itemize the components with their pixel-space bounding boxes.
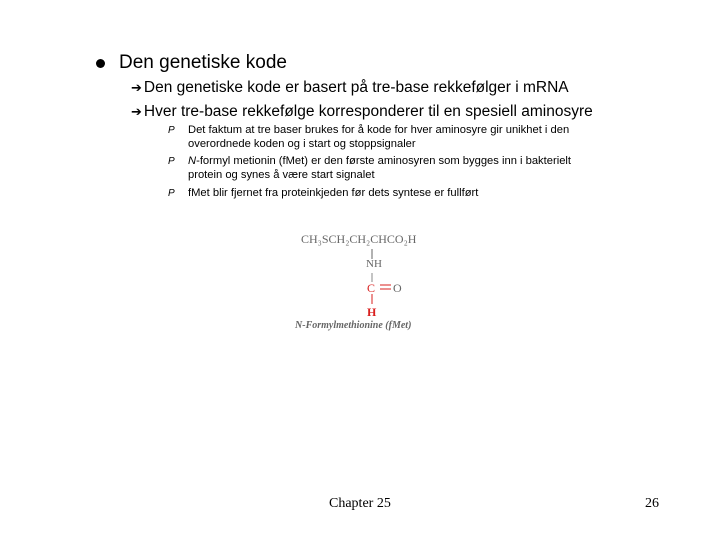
structure-caption (295, 320, 411, 331)
heading-item (96, 52, 287, 74)
footer-page-number: 26 (645, 496, 659, 511)
structure-formula: CH₃SCH₂CH₂CHCO₂H (301, 232, 417, 246)
point-text: Den genetiske kode er basert på tre-base rekkefølger i mRNA (143, 79, 569, 96)
subpoint-line: fMet blir fjernet fra proteinkjeden før dets syntese er fullført (188, 187, 479, 199)
subpoint-bullet-icon: P (168, 156, 175, 167)
subpoint-item (168, 124, 668, 151)
subpoint-line (188, 155, 668, 169)
subpoint-item (168, 155, 668, 182)
caption-text: -Formylmethionine (fMet) (302, 320, 412, 331)
italic-prefix: N (188, 155, 197, 167)
subpoint-line: protein og synes å være start signalet (188, 168, 375, 181)
point-item (131, 103, 593, 121)
structure-carbon: C (367, 281, 376, 295)
footer-chapter: Chapter 25 (329, 496, 391, 511)
subpoint-bullet-icon: P (168, 188, 175, 199)
structure-hydrogen: H (367, 305, 377, 319)
heading-text: Den genetiske kode (119, 52, 287, 73)
point-text: Hver tre-base rekkefølge korresponderer til en spesiell aminosyre (143, 103, 593, 120)
point-item (131, 79, 569, 97)
arrow-bullet-icon: ➔ (131, 104, 142, 120)
subpoint-text: -formyl metionin (fMet) er den første aminosyren som bygges inn i bakterielt (196, 155, 572, 167)
subpoint-line: Det faktum at tre baser brukes for å kode for hver aminosyre gir unikhet i den (188, 124, 570, 136)
subpoint-item (168, 187, 668, 201)
caption-prefix: N (295, 320, 303, 331)
structure-oxygen: O (393, 281, 402, 295)
bullet-dot-icon (96, 59, 105, 68)
subpoint-line: overordnede koden og i start og stoppsignaler (188, 137, 416, 150)
subpoint-bullet-icon: P (168, 125, 175, 136)
arrow-bullet-icon: ➔ (131, 80, 142, 96)
structure-nh: NH (366, 258, 382, 270)
